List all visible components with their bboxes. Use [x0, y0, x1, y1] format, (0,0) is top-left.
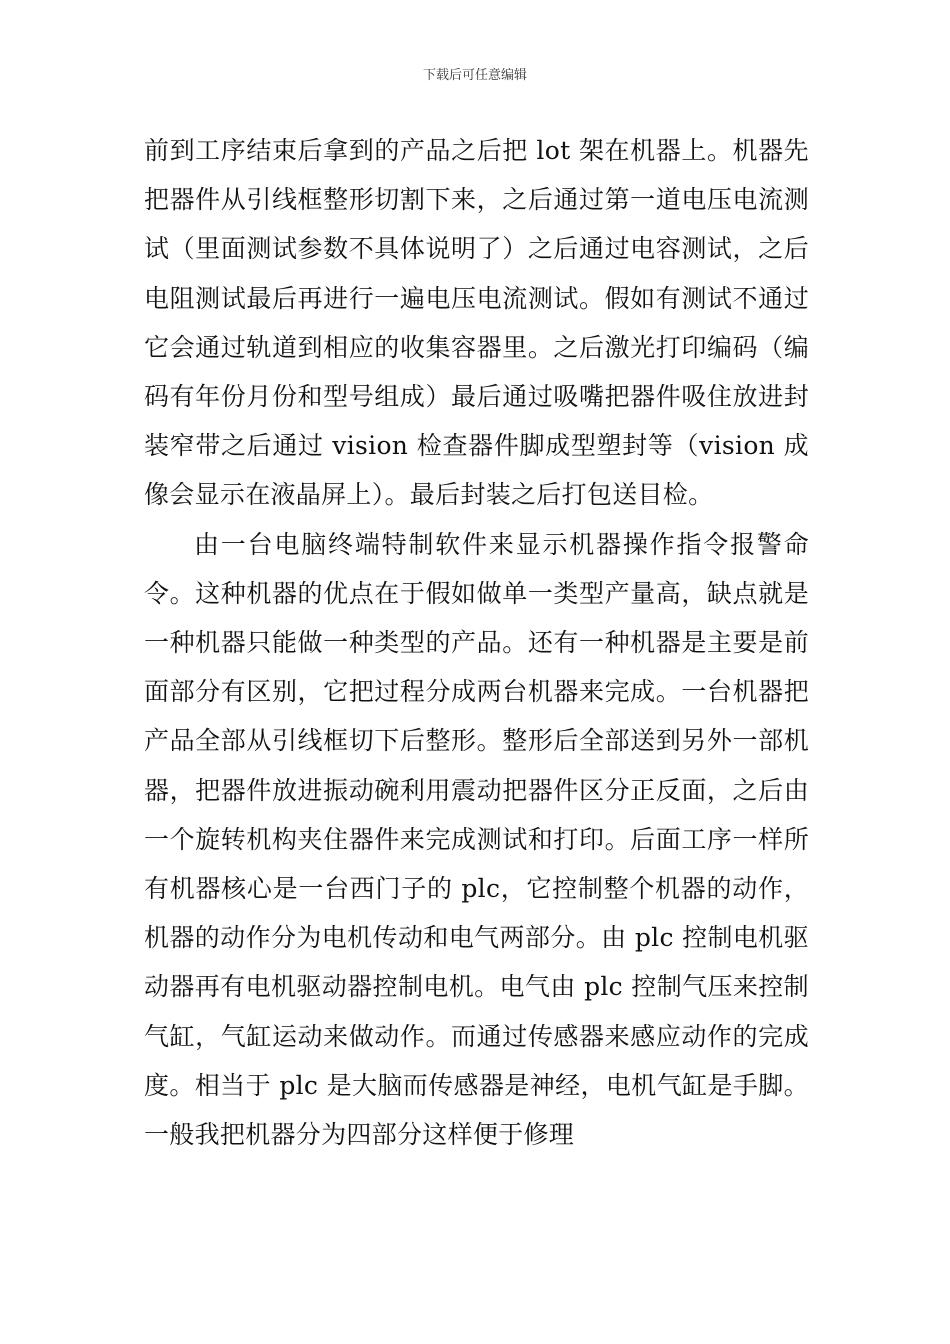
paragraph-1: 前到工序结束后拿到的产品之后把 lot 架在机器上。机器先把器件从引线框整形切割下来，之后通过第一道电压电流测试（里面测试参数不具体说明了）之后通过电容测试，之后电阻测试最后再进行一遍电压电流测试。假如有测试不通过它会通过轨道到相应的收集容器里。之后激光打印编码（编码有年份月份和型号组成）最后通过吸嘴把器件吸住放进封装窄带之后通过 vision 检查器件脚成型塑封等（vision 成像会显示在液晶屏上）。最后封装之后打包送目检。 [144, 136, 809, 510]
paragraph-2: 由一台电脑终端特制软件来显示机器操作指令报警命令。这种机器的优点在于假如做单一类型产量高，缺点就是一种机器只能做一种类型的产品。还有一种机器是主要是前面部分有区别，它把过程分成两台机器来完成。一台机器把产品全部从引线框切下后整形。整形后全部送到另外一部机器，把器件放进振动碗利用震动把器件区分正反面，之后由一个旋转机构夹住器件来完成测试和打印。后面工序一样所有机器核心是一台西门子的 plc，它控制整个机器的动作，机器的动作分为电机传动和电气两部分。由 plc 控制电机驱动器再有电机驱动器控制电机。电气由 plc 控制气压来控制气缸，气缸运动来做动作。而通过传感器来感应动作的完成度。相当于 plc 是大脑而传感器是神经，电机气缸是手脚。一般我把机器分为四部分这样便于修理 [144, 529, 809, 1150]
page-header-note: 下载后可任意编辑 [422, 68, 527, 83]
document-body [144, 126, 809, 1159]
